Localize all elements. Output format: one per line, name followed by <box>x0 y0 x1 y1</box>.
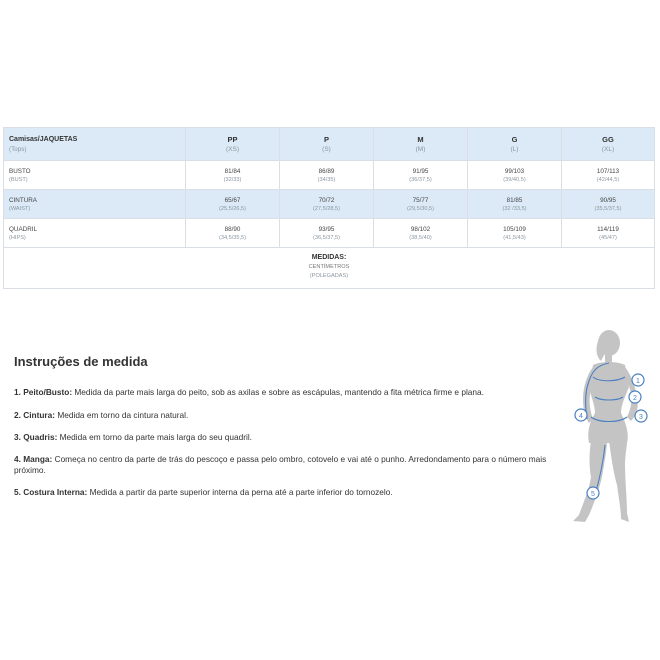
body-measurement-figure <box>555 325 660 525</box>
instruction-item-inseam <box>14 487 559 499</box>
table-row-busto <box>4 161 655 190</box>
value-cm: 88/90 <box>224 226 241 233</box>
value-cm: 90/95 <box>600 197 616 204</box>
value-cm: 86/89 <box>318 168 335 175</box>
table-cell <box>562 219 655 248</box>
table-cell <box>280 161 374 190</box>
value-cm: 114/119 <box>597 226 619 233</box>
table-cell <box>374 161 468 190</box>
instruction-item-waist <box>14 410 559 422</box>
table-row-quadril <box>4 219 655 248</box>
instruction-label: 4. Manga: <box>14 453 53 464</box>
instruction-text: Medida da parte mais larga do peito, sob as axilas e sobre as escápulas, mantendo a fita métrica firme e plana. <box>72 387 484 397</box>
size-sub-label: (L) <box>510 146 519 153</box>
value-cm: 91/95 <box>412 168 429 175</box>
female-silhouette-icon <box>555 325 660 525</box>
value-cm: 105/109 <box>503 226 526 233</box>
table-cell <box>468 161 562 190</box>
category-sub: (Tops) <box>9 146 27 153</box>
instruction-label: 5. Costura Interna: <box>14 486 88 497</box>
instructions-title: Instruções de medida <box>14 354 148 369</box>
size-sub-label: (XL) <box>601 146 615 153</box>
instruction-text: Começa no centro da parte de trás do pescoço e passa pelo ombro, cotovelo e vai até o punho. Arredondamento para o número mais próximo. <box>14 453 547 475</box>
marker-4 <box>575 409 587 421</box>
table-cell <box>468 190 562 219</box>
size-header-g <box>468 128 562 161</box>
instruction-item-hips <box>14 432 559 444</box>
table-row-cintura <box>4 190 655 219</box>
value-cm: 70/72 <box>318 197 335 204</box>
size-label: P <box>323 135 329 144</box>
value-in: (25,5/26,5) <box>218 206 247 212</box>
svg-text:5: 5 <box>591 491 595 498</box>
category-label: Camisas/JAQUETAS <box>9 136 78 143</box>
svg-text:2: 2 <box>633 395 637 402</box>
table-cell <box>186 161 280 190</box>
value-in: (32/33) <box>223 177 242 183</box>
row-label: BUSTO <box>9 168 31 175</box>
value-in: (36,5/37,5) <box>312 235 341 241</box>
table-cell <box>374 190 468 219</box>
marker-5 <box>587 487 599 499</box>
row-sub-label: (BUST) <box>9 177 28 183</box>
value-in: (36/37,5) <box>409 177 432 183</box>
value-cm: 93/95 <box>318 226 335 233</box>
value-cm: 98/102 <box>410 226 431 233</box>
value-cm: 99/103 <box>504 168 525 175</box>
value-in: (27,5/28,5) <box>312 206 341 212</box>
category-header <box>4 128 186 161</box>
svg-text:3: 3 <box>639 414 643 421</box>
value-in: (32 /33,5) <box>502 206 527 212</box>
units-legend <box>4 248 655 289</box>
value-in: (34,5/35,5) <box>218 235 247 241</box>
instruction-label: 2. Cintura: <box>14 409 56 420</box>
size-label: G <box>511 135 518 144</box>
row-label: CINTURA <box>9 197 37 204</box>
table-cell <box>562 190 655 219</box>
size-sub-label: (M) <box>415 146 426 153</box>
instruction-label: 1. Peito/Busto: <box>14 387 73 397</box>
instruction-label: 3. Quadris: <box>14 432 58 442</box>
units-title: MEDIDAS: <box>311 254 347 261</box>
size-sub-label: (S) <box>322 146 331 153</box>
row-sub-label: (WAIST) <box>9 206 31 212</box>
table-cell <box>562 161 655 190</box>
value-cm: 81/84 <box>224 168 241 175</box>
svg-text:4: 4 <box>579 413 583 420</box>
row-label-cell <box>4 161 186 190</box>
table-cell <box>186 219 280 248</box>
table-cell <box>374 219 468 248</box>
units-cm: CENTÍMETROS <box>308 264 350 270</box>
size-label: GG <box>602 135 614 144</box>
value-in: (35,5/37,5) <box>594 206 622 212</box>
row-label-cell <box>4 190 186 219</box>
instruction-item-sleeve <box>14 454 559 477</box>
instruction-text: Medida em torno da cintura natural. <box>55 409 189 420</box>
instruction-text: Medida a partir da parte superior interna da perna até a parte inferior do tornozelo. <box>87 486 393 497</box>
svg-text:1: 1 <box>636 378 640 385</box>
marker-1 <box>632 374 644 386</box>
value-cm: 65/67 <box>224 197 241 204</box>
size-header-pp <box>186 128 280 161</box>
table-footer-row <box>4 248 655 289</box>
value-in: (29,5/30,5) <box>406 206 435 212</box>
units-in: (POLEGADAS) <box>309 273 349 279</box>
table-cell <box>280 219 374 248</box>
value-in: (34/35) <box>317 177 336 183</box>
size-label: M <box>417 135 424 144</box>
instructions-list <box>14 387 559 498</box>
size-header-m <box>374 128 468 161</box>
instruction-item-bust <box>14 387 559 399</box>
value-cm: 81/85 <box>506 197 523 204</box>
table-cell <box>468 219 562 248</box>
row-sub-label: (HIPS) <box>9 235 26 241</box>
marker-2 <box>629 391 641 403</box>
row-label: QUADRIL <box>9 226 37 233</box>
size-label: PP <box>227 135 238 144</box>
marker-3 <box>635 410 647 422</box>
value-in: (38,5/40) <box>409 235 432 241</box>
instruction-text: Medida em torno da parte mais larga do seu quadril. <box>57 432 252 442</box>
table-header-row <box>4 128 655 161</box>
value-in: (41,5/43) <box>503 235 526 241</box>
table-cell <box>186 190 280 219</box>
value-in: (45/47) <box>599 235 617 241</box>
size-sub-label: (XS) <box>226 146 239 153</box>
size-header-p <box>280 128 374 161</box>
value-in: (39/40,5) <box>503 177 526 183</box>
value-cm: 75/77 <box>412 197 429 204</box>
table-cell <box>280 190 374 219</box>
value-cm: 107/113 <box>596 168 620 175</box>
size-chart-table <box>3 127 655 289</box>
value-in: (42/44,5) <box>596 177 620 183</box>
row-label-cell <box>4 219 186 248</box>
size-header-gg <box>562 128 655 161</box>
silhouette <box>573 330 638 522</box>
